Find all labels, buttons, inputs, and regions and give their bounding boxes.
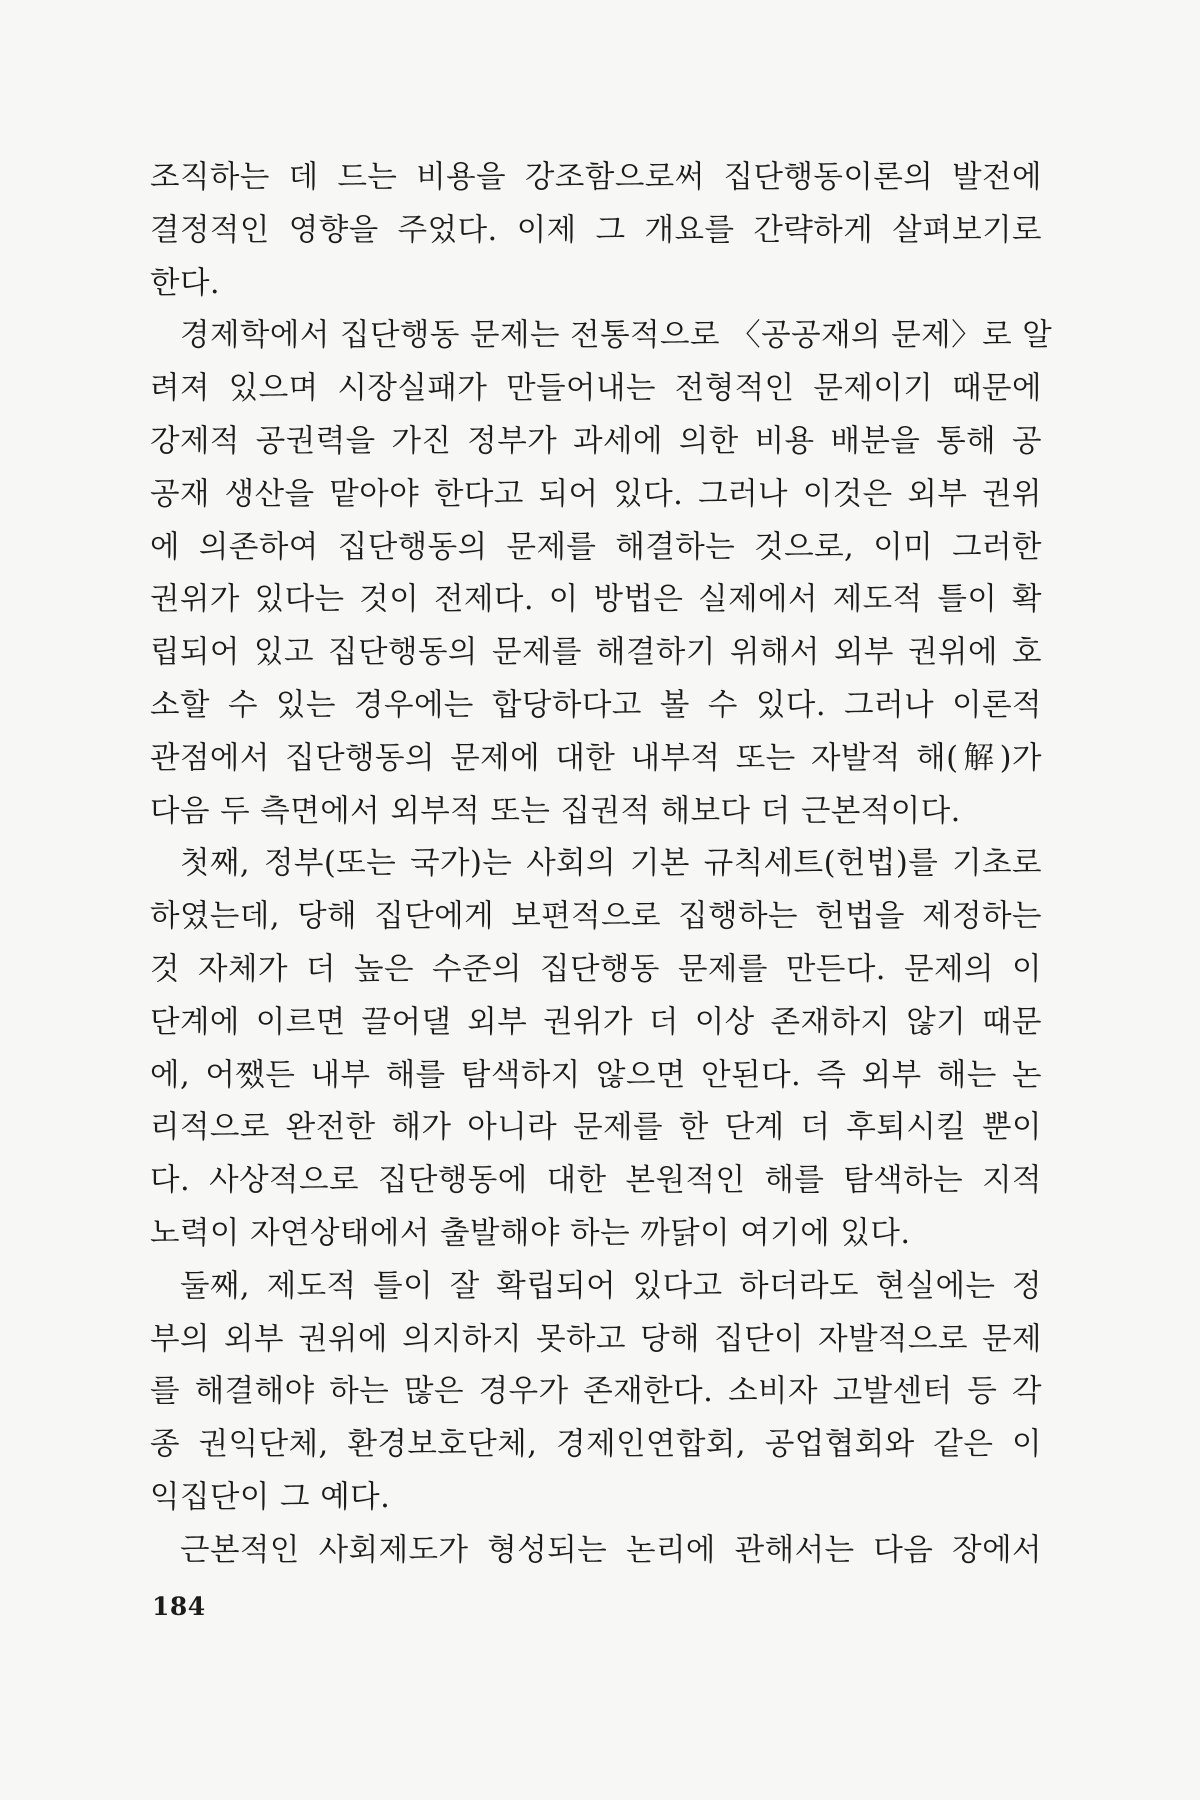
text-line: 리적으로 완전한 해가 아니라 문제를 한 단계 더 후퇴시킬 뿐이 (150, 1110, 1042, 1146)
paragraph-2 (150, 310, 1053, 838)
text-line: 한다. (150, 265, 221, 301)
text-line: 다. 사상적으로 집단행동에 대한 본원적인 해를 탐색하는 지적 (150, 1163, 1042, 1199)
text-line: 를 해결해야 하는 많은 경우가 존재한다. 소비자 고발센터 등 각 (150, 1374, 1042, 1410)
paragraph-5 (150, 1525, 1042, 1578)
paragraph-1 (150, 152, 1042, 310)
text-line: 것 자체가 더 높은 수준의 집단행동 문제를 만든다. 문제의 이 (150, 951, 1042, 987)
page-number: 184 (152, 1592, 206, 1621)
text-line: 권위가 있다는 것이 전제다. 이 방법은 실제에서 제도적 틀이 확 (150, 582, 1042, 618)
text-line: 부의 외부 권위에 의지하지 못하고 당해 집단이 자발적으로 문제 (150, 1321, 1042, 1357)
text-line: 노력이 자연상태에서 출발해야 하는 까닭이 여기에 있다. (150, 1215, 911, 1251)
text-line: 에 의존하여 집단행동의 문제를 해결하는 것으로, 이미 그러한 (150, 529, 1042, 565)
text-line: 관점에서 집단행동의 문제에 대한 내부적 또는 자발적 해(解)가 (150, 740, 1042, 776)
text-line: 종 권익단체, 환경보호단체, 경제인연합회, 공업협회와 같은 이 (150, 1427, 1042, 1463)
text-line: 조직하는 데 드는 비용을 강조함으로써 집단행동이론의 발전에 (150, 160, 1042, 195)
text-line: 단계에 이르면 끌어댈 외부 권위가 더 이상 존재하지 않기 때문 (150, 1004, 1042, 1040)
paragraph-4 (150, 1261, 1042, 1525)
text-line: 다음 두 측면에서 외부적 또는 집권적 해보다 더 근본적이다. (150, 793, 961, 829)
text-line: 립되어 있고 집단행동의 문제를 해결하기 위해서 외부 권위에 호 (150, 635, 1042, 671)
text-line: 공재 생산을 맡아야 한다고 되어 있다. 그러나 이것은 외부 권위 (150, 476, 1042, 512)
text-line: 결정적인 영향을 주었다. 이제 그 개요를 간략하게 살펴보기로 (150, 212, 1042, 248)
text-line: 강제적 공권력을 가진 정부가 과세에 의한 비용 배분을 통해 공 (150, 423, 1042, 459)
text-line: 익집단이 그 예다. (150, 1479, 391, 1515)
text-line: 첫째, 정부(또는 국가)는 사회의 기본 규칙세트(헌법)를 기초로 (180, 846, 1042, 882)
text-line: 하였는데, 당해 집단에게 보편적으로 집행하는 헌법을 제정하는 (150, 899, 1042, 935)
text-line: 소할 수 있는 경우에는 합당하다고 볼 수 있다. 그러나 이론적 (150, 687, 1042, 723)
body-text (150, 152, 1053, 1578)
text-line: 에, 어쨌든 내부 해를 탐색하지 않으면 안된다. 즉 외부 해는 논 (150, 1057, 1042, 1093)
text-line: 려져 있으며 시장실패가 만들어내는 전형적인 문제이기 때문에 (150, 371, 1042, 407)
paragraph-3 (150, 838, 1042, 1260)
text-line: 근본적인 사회제도가 형성되는 논리에 관해서는 다음 장에서 (180, 1532, 1042, 1568)
text-line: 경제학에서 집단행동 문제는 전통적으로 〈공공재의 문제〉로 알 (180, 318, 1053, 354)
text-line: 둘째, 제도적 틀이 잘 확립되어 있다고 하더라도 현실에는 정 (180, 1268, 1042, 1304)
